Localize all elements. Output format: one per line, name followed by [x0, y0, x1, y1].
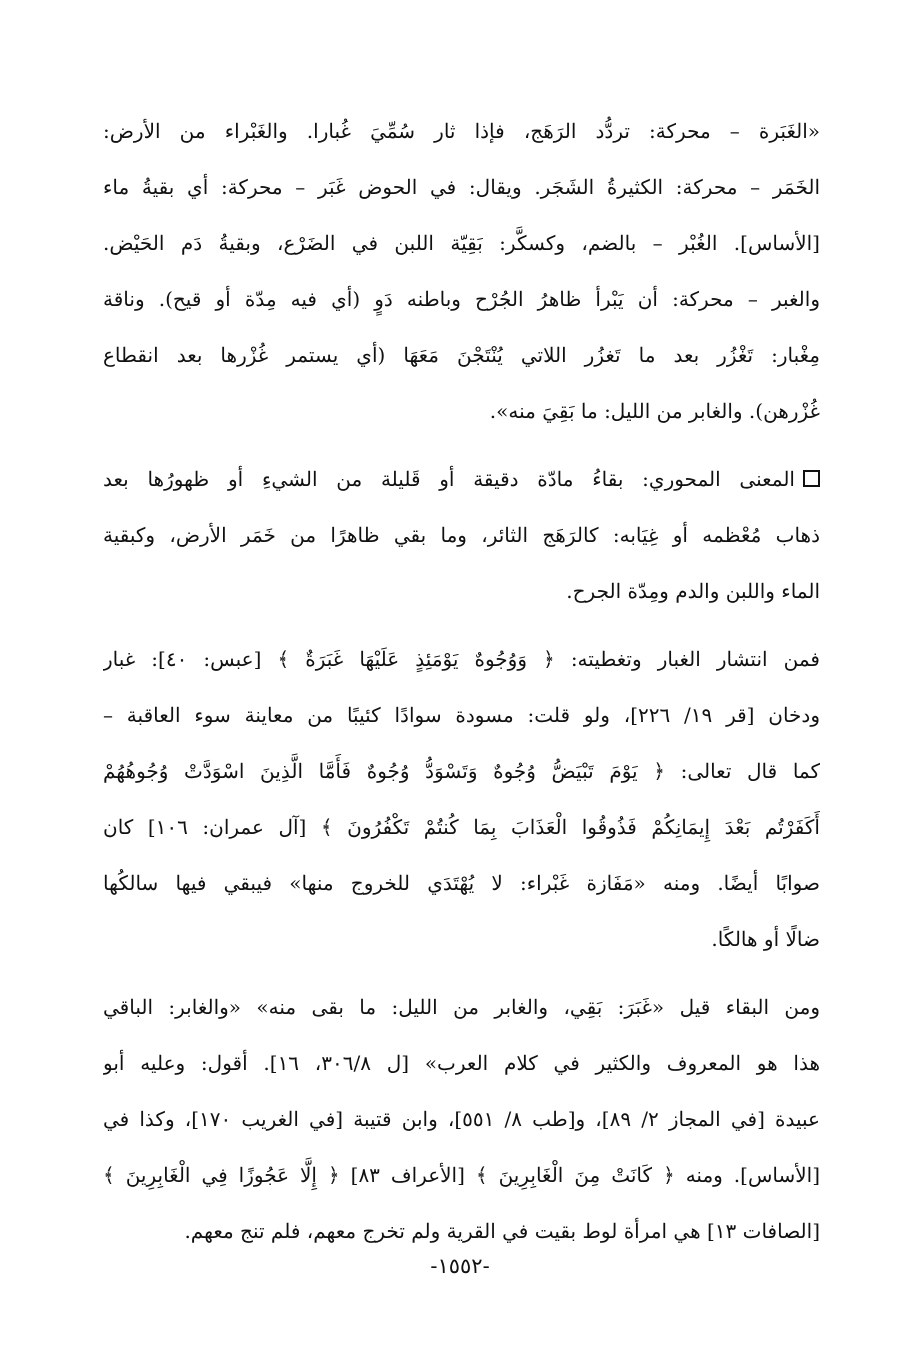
page-body — [103, 103, 820, 1259]
text-line: صوابًا أيضًا. ومنه «مَفَازة غَبْراء: لا يُهْتَدَي للخروج منها» فيبقي فيها سالكُها — [103, 871, 820, 895]
text-line: عبيدة [في المجاز ٢/ ٨٩]، و[طب ٨/ ٥٥١]، وابن قتيبة [في الغريب ١٧٠]، وكذا في — [103, 1107, 820, 1131]
text-line: ومن البقاء قيل «غَبَرَ: بَقِي، والغابر من الليل: ما بقى منه» «والغابر: الباقي — [103, 995, 820, 1019]
text-line: فمن انتشار الغبار وتغطيته: ﴿ وَوُجُوهٌ يَوْمَئِذٍ عَلَيْهَا غَبَرَةٌ ﴾ [عبس: ٤٠]: غبار — [103, 647, 820, 671]
text-line: مِغْبار: تَغْزُر بعد ما تَغزُر اللاتي يُنْتَجْنَ مَعَهَا (أي يستمر غُزْرها بعد انقطاع — [103, 343, 820, 367]
paragraph-dust-meaning — [103, 631, 820, 967]
text-line: الخَمَر – محركة: الكثيرةُ الشَجَر. ويقال: في الحوض غَبَر – محركة: أي بقيةُ ماء — [103, 175, 820, 199]
text-line: الماء واللبن والدم ومِدّة الجرح. — [566, 579, 820, 603]
text-line-with-box — [103, 451, 820, 507]
text-line: ودخان [قر ١٩/ ٢٢٦]، ولو قلت: مسودة سوادًا كئيبًا من معاينة سوء العاقبة – — [103, 703, 820, 727]
text-line: أَكَفَرْتُم بَعْدَ إِيمَانِكُمْ فَذُوقُوا الْعَذَابَ بِمَا كُنتُمْ تَكْفُرُونَ ﴾ [آل عمران: ١٠٦] كان — [103, 815, 820, 839]
text-line: «الغَبَرة – محركة: تردُّد الرَهَج، فإذا ثار سُمِّيَ غُبارا. والغَبْراء من الأرض: — [103, 119, 820, 143]
paragraph-gap — [103, 439, 820, 451]
text-line: المعنى المحوري: بقاءُ مادّة دقيقة أو قَليلة من الشيءِ أو ظهورُها بعد — [103, 467, 795, 491]
paragraph-remaining-meaning — [103, 979, 820, 1259]
text-line: ذهاب مُعْظمه أو غِيَابه: كالرَهَج الثائر، وما بقي ظاهرًا من خَمَر الأرض، وكبقية — [103, 523, 820, 547]
paragraph-gap — [103, 967, 820, 979]
paragraph-core-meaning — [103, 451, 820, 619]
text-line: غُزْرهن). والغابر من الليل: ما بَقِيَ منه». — [489, 399, 820, 423]
text-line: [الأساس]. ومنه ﴿ كَانَتْ مِنَ الْغَابِرِينَ ﴾ [الأعراف ٨٣] ﴿ إِلَّا عَجُوزًا فِي الْغَابِرِينَ ﴾ — [103, 1163, 820, 1187]
square-icon — [803, 470, 820, 487]
text-line: [الأساس]. الغُبْر – بالضم، وكسكَّر: بَقِيّة اللبن في الضَرْع، وبقيةُ دَم الحَيْض. — [103, 231, 820, 255]
text-line: هذا هو المعروف والكثير في كلام العرب» [ل ٣٠٦/٨، ١٦]. أقول: وعليه أبو — [103, 1051, 820, 1075]
paragraph-gap — [103, 619, 820, 631]
page-number: -١٥٥٢- — [430, 1254, 490, 1278]
paragraph-dictionary-quote — [103, 103, 820, 439]
text-line: ضالًا أو هالكًا. — [711, 927, 820, 951]
text-line: والغبر – محركة: أن يَبْرأ ظاهرُ الجُرْح وباطنه دَوٍ (أي فيه مِدّة أو قيح). وناقة — [103, 287, 820, 311]
text-line: [الصافات ١٣] هي امرأة لوط بقيت في القرية ولم تخرج معهم، فلم تنج معهم. — [184, 1219, 820, 1243]
text-line: كما قال تعالى: ﴿ يَوْمَ تَبْيَضُّ وُجُوهٌ وَتَسْوَدُّ وُجُوهٌ فَأَمَّا الَّذِينَ اسْوَدَّتْ وُجُوهُهُمْ — [103, 759, 820, 783]
